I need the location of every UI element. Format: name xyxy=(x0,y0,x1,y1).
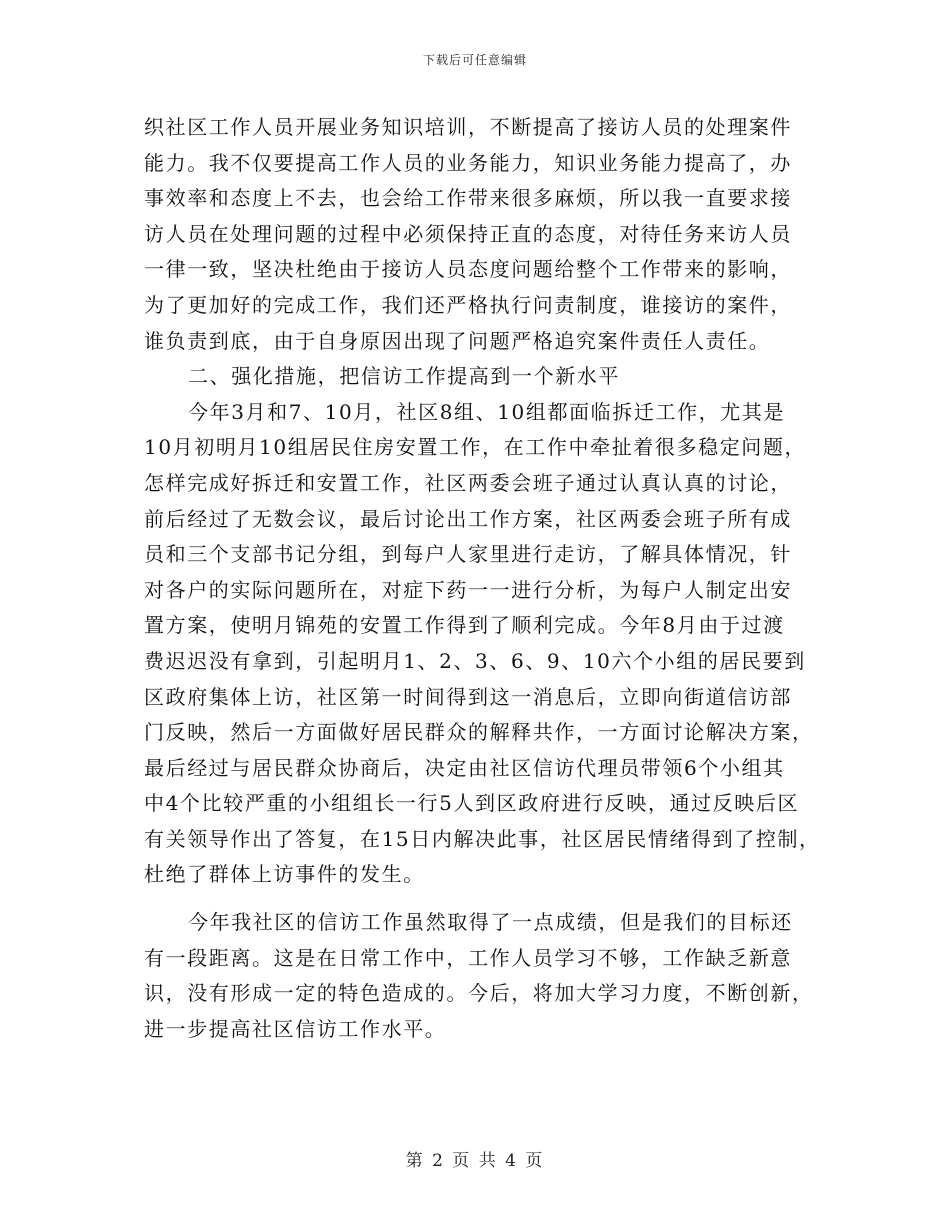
body-line: 能力。我不仅要提高工作人员的业务能力，知识业务能力提高了，办 xyxy=(144,150,792,175)
body-line: 10月初明月10组居民住房安置工作，在工作中牵扯着很多稳定问题， xyxy=(144,435,807,460)
body-line: 费迟迟没有拿到，引起明月1、2、3、6、9、10六个小组的居民要到 xyxy=(144,648,806,673)
body-line: 进一步提高社区信访工作水平。 xyxy=(144,1016,447,1041)
body-line: 谁负责到底，由于自身原因出现了问题严格追究案件责任人责任。 xyxy=(144,328,771,353)
body-line: 门反映，然后一方面做好居民群众的解释共作，一方面讨论解决方案， xyxy=(144,720,814,745)
body-line: 一律一致，坚决杜绝由于接访人员态度问题给整个工作带来的影响， xyxy=(144,257,792,282)
body-line: 前后经过了无数会议，最后讨论出工作方案，社区两委会班子所有成 xyxy=(144,506,792,531)
body-line: 访人员在处理问题的过程中必须保持正直的态度，对待任务来访人员 xyxy=(144,221,792,246)
body-line: 员和三个支部书记分组，到每户人家里进行走访，了解具体情况，针 xyxy=(144,542,792,567)
body-line: 对各户的实际问题所在，对症下药一一进行分析，为每户人制定出安 xyxy=(144,577,792,602)
body-line: 事效率和态度上不去，也会给工作带来很多麻烦，所以我一直要求接 xyxy=(144,186,792,211)
section-heading: 二、强化措施，把信访工作提高到一个新水平 xyxy=(188,364,620,389)
body-line: 怎样完成好拆迁和安置工作，社区两委会班子通过认真认真的讨论， xyxy=(144,470,792,495)
body-line: 区政府集体上访，社区第一时间得到这一消息后，立即向街道信访部 xyxy=(144,684,792,709)
body-line: 为了更加好的完成工作，我们还严格执行问责制度，谁接访的案件， xyxy=(144,292,792,317)
body-line: 今年3月和7、10月，社区8组、10组都面临拆迁工作，尤其是 xyxy=(188,399,786,424)
body-line: 置方案，使明月锦苑的安置工作得到了顺利完成。今年8月由于过渡 xyxy=(144,613,785,638)
body-line: 杜绝了群体上访事件的发生。 xyxy=(144,862,425,887)
page-number: 第 2 页 共 4 页 xyxy=(405,1151,545,1171)
body-line: 最后经过与居民群众协商后，决定由社区信访代理员带领6个小组其 xyxy=(144,755,785,780)
body-line: 有关领导作出了答复，在15日内解决此事，社区居民情绪得到了控制， xyxy=(144,826,821,851)
document-body xyxy=(144,110,824,1047)
page-header: 下载后可任意编辑 xyxy=(422,53,527,67)
body-line: 识，没有形成一定的特色造成的。今后，将加大学习力度，不断创新， xyxy=(144,981,814,1006)
body-line: 织社区工作人员开展业务知识培训，不断提高了接访人员的处理案件 xyxy=(144,115,792,139)
body-line: 今年我社区的信访工作虽然取得了一点成绩，但是我们的目标还 xyxy=(188,910,793,935)
body-line: 有一段距离。这是在日常工作中，工作人员学习不够，工作缺乏新意 xyxy=(144,945,792,970)
body-line: 中4个比较严重的小组组长一行5人到区政府进行反映，通过反映后区 xyxy=(144,791,800,816)
